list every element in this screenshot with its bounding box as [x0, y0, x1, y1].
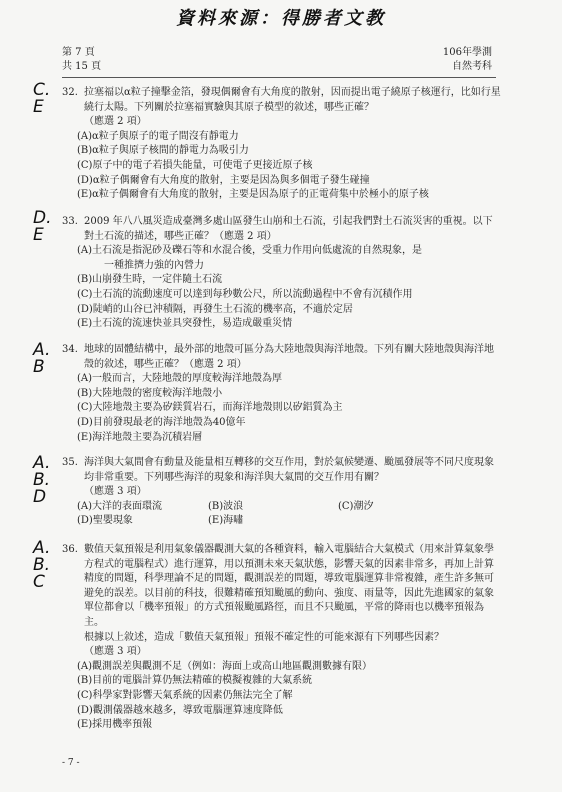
- option-e: (E)土石流的流速快並具突發性，易造成嚴重災情: [77, 318, 293, 330]
- option-c: (C)土石流的流動速度可以達到每秒數公尺，所以流動過程中不會有沉積作用: [77, 288, 413, 300]
- question-number: 34.: [62, 344, 78, 355]
- option-a: (A)觀測誤差與觀測不足（例如：海面上或高山地區觀測數據有限）: [77, 660, 373, 672]
- question-stem: 海洋與大氣間會有動量及能量相互轉移的交互作用，對於氣候變遷、颱風發展等不同尺度現象均非常重要。下列哪些海洋的現象和海洋與大氣間的交互作用有關？: [84, 457, 494, 483]
- handwritten-answer-34: A. B: [33, 340, 51, 377]
- handwritten-answer-36: A. B. C: [33, 538, 51, 592]
- options-row-1: [62, 500, 502, 515]
- question-stem: 地球的固體結構中，最外部的地殼可區分為大陸地殼與海洋地殼。下列有關大陸地殼與海洋地殼的敘述，哪些正確？（應選 2 項）: [84, 344, 494, 370]
- question-note: （應選 3 項）: [84, 646, 147, 658]
- option-a-continued: 一種推擠力強的內營力: [104, 259, 204, 271]
- page-header-left: [62, 46, 101, 74]
- option-d: (D)目前發現最老的海洋地殼為40億年: [77, 416, 246, 428]
- option-c: (C)大陸地殼主要為矽鎂質岩石，而海洋地殼則以矽鋁質為主: [77, 402, 343, 414]
- handwritten-answer-35: A. B. D: [33, 453, 51, 507]
- question-stem: 數值天氣預報是利用氣象儀器觀測大氣的各種資料，輸入電腦結合大氣模式（用來計算氣象學方程式的電腦程式）進行運算，用以預測未來天氣狀態，影響天氣的因素非常多，再加上計算精度的問題，科學理論不足的問題，觀測誤差的問題，導致電腦運算非常複雜，產生許多無可避免的誤差。以目前的科技，很難精確預知颱風的動向、強度、雨量等，因此先進國家的氣象單位都會以「機率預報」的方式預報颱風路徑，而且不只颱風，平常的降雨也以機率預報為主。: [84, 544, 494, 628]
- question-number: 32.: [62, 87, 78, 98]
- option-b: (B)目前的電腦計算仍無法精確的模擬複雜的大氣系統: [77, 675, 313, 687]
- question-33: [62, 215, 502, 332]
- question-32: [62, 86, 502, 203]
- option-c: (C)原子中的電子若損失能量，可使電子更接近原子核: [77, 159, 313, 171]
- question-note: （應選 3 項）: [84, 486, 147, 498]
- option-b: (B)波浪: [208, 500, 244, 512]
- option-a: (A)大洋的表面環流: [77, 500, 163, 512]
- option-d: (D)觀測儀器越來越多，導致電腦運算速度降低: [77, 704, 283, 716]
- question-note: （應選 2 項）: [84, 116, 147, 128]
- option-b: (B)α粒子與原子核間的靜電力為吸引力: [77, 145, 249, 157]
- page-total: 共 15 頁: [62, 61, 102, 72]
- option-d: (D)聖嬰現象: [77, 515, 133, 527]
- handwritten-answer-32: C. E: [33, 80, 51, 117]
- question-35: [62, 456, 502, 529]
- exam-name: 106年學測: [442, 47, 492, 58]
- options-row-2: [62, 514, 502, 529]
- option-e: (E)海洋地殼主要為沉積岩層: [77, 431, 203, 443]
- option-c: (C)科學家對影響天氣系統的因素仍無法完全了解: [77, 689, 293, 701]
- option-e: (E)採用機率預報: [77, 719, 153, 731]
- page-footer: - 7 -: [62, 758, 80, 768]
- question-number: 36.: [62, 544, 78, 555]
- option-a: (A)α粒子與原子的電子間沒有靜電力: [77, 130, 239, 142]
- question-34: [62, 343, 502, 445]
- page-header-right: [443, 46, 492, 74]
- option-c: (C)潮汐: [338, 500, 374, 512]
- option-b: (B)山崩發生時，一定伴隨土石流: [77, 274, 223, 286]
- subject-name: 自然考科: [452, 61, 492, 72]
- option-b: (B)大陸地殼的密度較海洋地殼小: [77, 387, 223, 399]
- header-divider: [62, 77, 496, 78]
- question-number: 35.: [62, 457, 78, 468]
- question-stem: 2009 年八八風災造成臺灣多處山區發生山崩和土石流，引起我們對土石流災害的重視。以下對土石流的描述，哪些正確？（應選 2 項）: [84, 216, 493, 242]
- page-number: 第 7 頁: [62, 47, 95, 58]
- option-d: (D)α粒子偶爾會有大角度的散射，主要是因為與多個電子發生碰撞: [77, 174, 370, 186]
- question-paragraph-2: 根據以上敘述，造成「數值天氣預報」預報不確定性的可能來源有下列哪些因素？: [84, 631, 444, 643]
- option-e: (E)α粒子偶爾會有大角度的散射，主要是因為原子的正電荷集中於極小的原子核: [77, 189, 429, 201]
- source-banner: 資料來源：得勝者文教: [176, 8, 386, 29]
- option-e: (E)海嘯: [208, 515, 244, 527]
- option-d: (D)陡峭的山谷已沖積隔，再發生土石流的機率高，不適於定居: [77, 303, 353, 315]
- handwritten-answer-33: D. E: [33, 208, 52, 245]
- question-36: [62, 543, 502, 733]
- question-stem: 拉塞福以α粒子撞擊金箔，發現偶爾會有大角度的散射，因而提出電子繞原子核運行，比如行星繞行太陽。下列關於拉塞福實驗與其原子模型的敘述，哪些正確？: [84, 87, 501, 113]
- option-a: (A)一般而言，大陸地殼的厚度較海洋地殼為厚: [77, 373, 283, 385]
- option-a: (A)土石流是指泥砂及礫石等和水混合後，受重力作用向低處流的自然現象，是: [77, 245, 423, 257]
- question-number: 33.: [62, 216, 78, 227]
